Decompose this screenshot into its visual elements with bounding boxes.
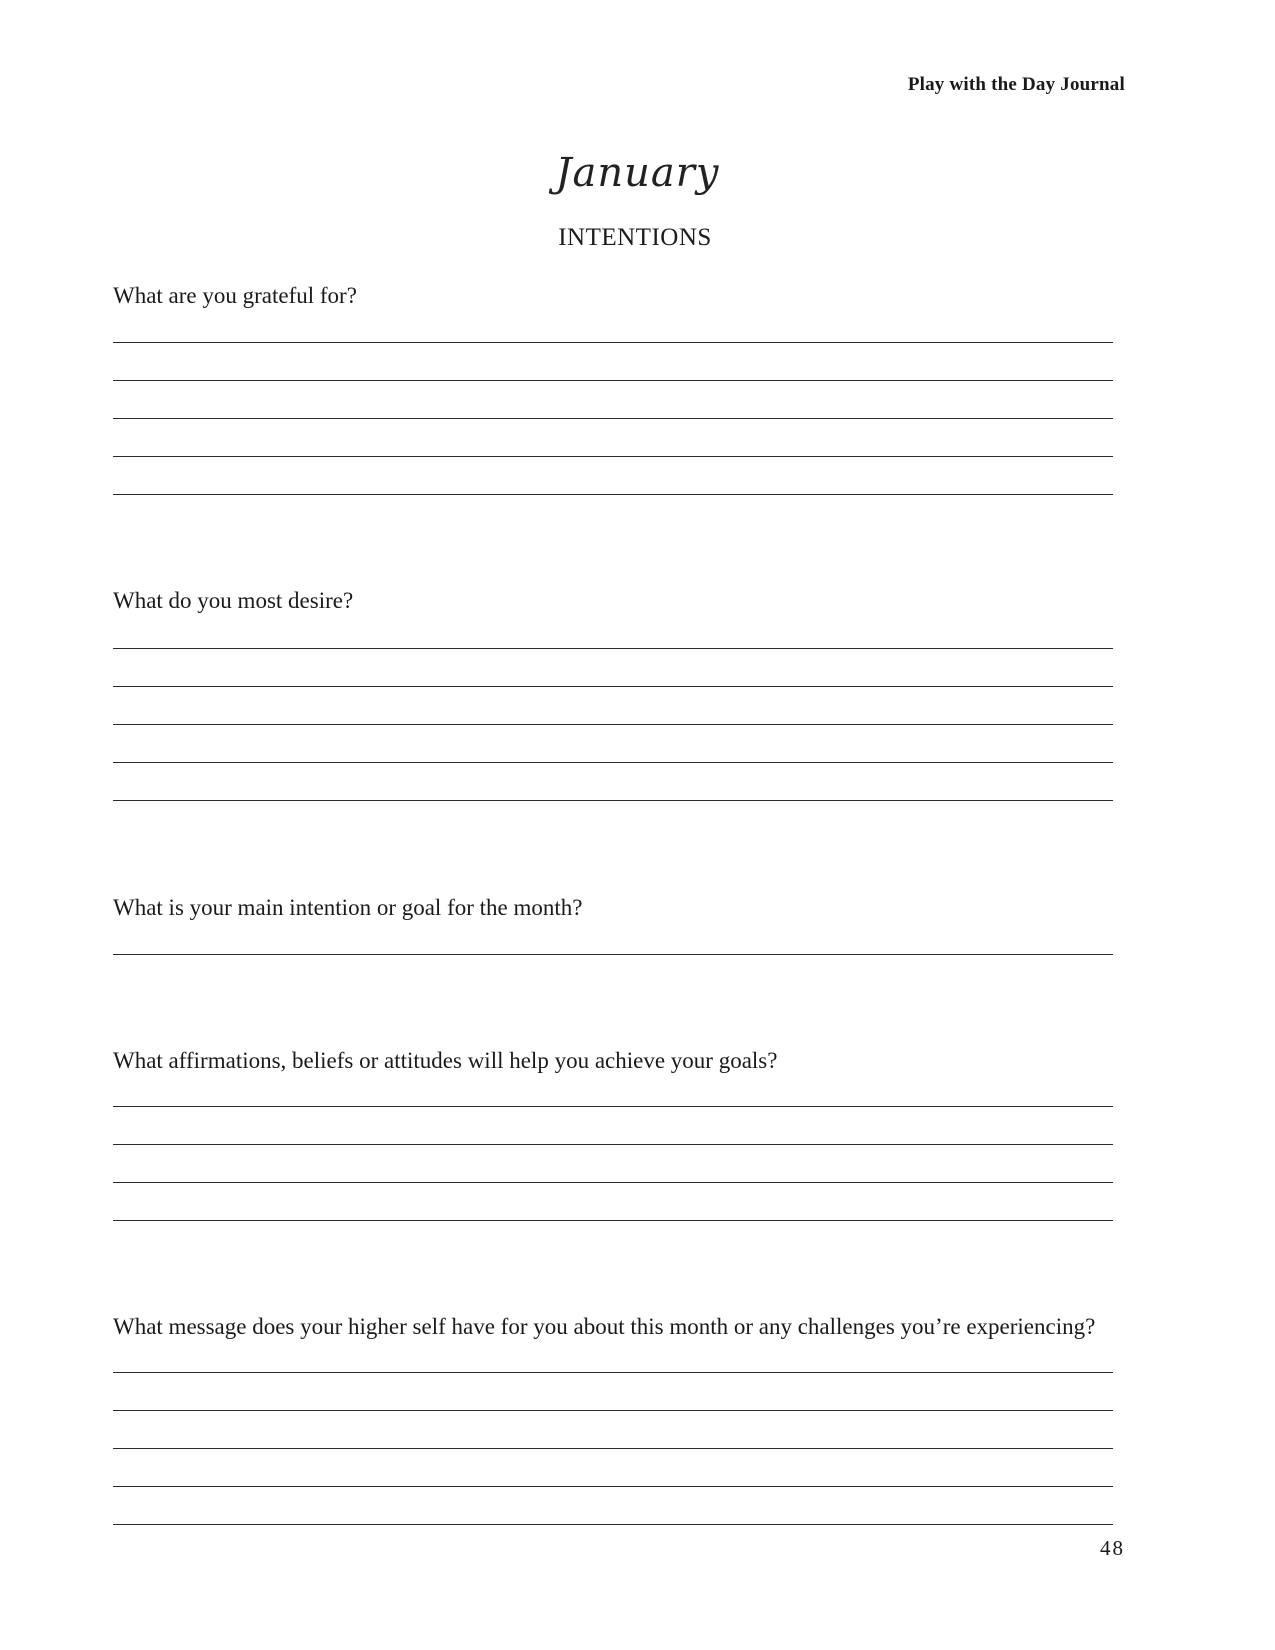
month-title: January xyxy=(555,150,720,196)
answer-line[interactable] xyxy=(113,724,1113,725)
section-title: INTENTIONS xyxy=(558,224,712,251)
answer-line[interactable] xyxy=(113,380,1113,381)
answer-line[interactable] xyxy=(113,954,1113,955)
question-affirmations: What affirmations, beliefs or attitudes will help you achieve your goals? xyxy=(113,1048,778,1073)
answer-line[interactable] xyxy=(113,342,1113,343)
question-grateful: What are you grateful for? xyxy=(113,283,357,308)
answer-line[interactable] xyxy=(113,418,1113,419)
answer-line[interactable] xyxy=(113,1182,1113,1183)
question-intention: What is your main intention or goal for the month? xyxy=(113,895,583,920)
answer-line[interactable] xyxy=(113,1448,1113,1449)
answer-line[interactable] xyxy=(113,800,1113,801)
answer-line[interactable] xyxy=(113,456,1113,457)
answer-line[interactable] xyxy=(113,1220,1113,1221)
question-higher-self: What message does your higher self have for you about this month or any challenges you’re experiencing? xyxy=(113,1314,1096,1339)
answer-line[interactable] xyxy=(113,1486,1113,1487)
answer-line[interactable] xyxy=(113,1144,1113,1145)
question-desire: What do you most desire? xyxy=(113,588,354,613)
answer-line[interactable] xyxy=(113,1410,1113,1411)
answer-line[interactable] xyxy=(113,494,1113,495)
answer-line[interactable] xyxy=(113,762,1113,763)
answer-line[interactable] xyxy=(113,686,1113,687)
answer-line[interactable] xyxy=(113,1106,1113,1107)
answer-line[interactable] xyxy=(113,648,1113,649)
answer-line[interactable] xyxy=(113,1372,1113,1373)
page-number: 48 xyxy=(1100,1536,1125,1560)
answer-line[interactable] xyxy=(113,1524,1113,1525)
running-header: Play with the Day Journal xyxy=(907,74,1125,95)
